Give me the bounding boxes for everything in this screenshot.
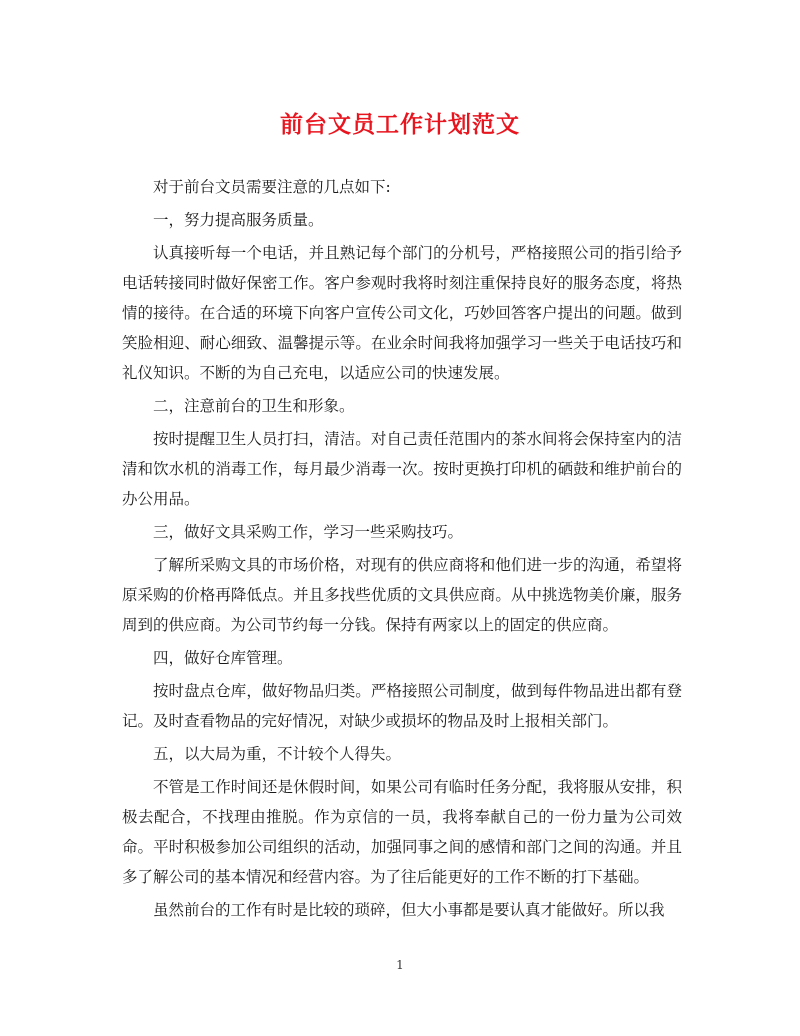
paragraph-item-1: 认真接听每一个电话，并且熟记每个部门的分机号，严格接照公司的指引给予电话转接同时做好保密工作。客户参观时我将时刻注重保持良好的服务态度，将热情的接待。在合适的环境下向客户宣传公司文化，巧妙回答客户提出的问题。做到笑脸相迎、耐心细致、温馨提示等。在业余时间我将加强学习一些关于电话技巧和礼仪知识。不断的为自己充电，以适应公司的快速发展。	[122, 244, 682, 382]
page-number: 1	[396, 958, 404, 972]
paragraph-item-2: 按时提醒卫生人员打扫，清洁。对自己责任范围内的茶水间将会保持室内的洁清和饮水机的消毒工作，每月最少消毒一次。按时更换打印机的硒鼓和维护前台的办公用品。	[122, 430, 682, 508]
heading-item-3: 三，做好文具采购工作，学习一些采购技巧。	[153, 523, 464, 541]
paragraph-item-3: 了解所采购文具的市场价格，对现有的供应商将和他们进一步的沟通，希望将原采购的价格再降低点。并且多找些优质的文具供应商。从中挑选物美价廉，服务周到的供应商。为公司节约每一分钱。保持有两家以上的固定的供应商。	[122, 556, 682, 634]
document-title: 前台文员工作计划范文	[280, 111, 520, 138]
heading-item-5: 五，以大局为重，不计较个人得失。	[153, 745, 402, 763]
paragraph-item-4: 按时盘点仓库，做好物品归类。严格接照公司制度，做到每件物品进出都有登记。及时查看物品的完好情况，对缺少或损坏的物品及时上报相关部门。	[122, 682, 682, 730]
paragraph-closing: 虽然前台的工作有时是比较的琐碎，但大小事都是要认真才能做好。所以我	[153, 901, 665, 919]
heading-item-2: 二，注意前台的卫生和形象。	[153, 397, 355, 415]
paragraph-intro: 对于前台文员需要注意的几点如下:	[153, 178, 391, 196]
heading-item-1: 一，努力提高服务质量。	[153, 211, 324, 229]
heading-item-4: 四，做好仓库管理。	[153, 649, 293, 667]
document-body	[122, 172, 682, 928]
paragraph-item-5: 不管是工作时间还是休假时间，如果公司有临时任务分配，我将服从安排，积极去配合，不找理由推脱。作为京信的一员，我将奉献自己的一份力量为公司效命。平时积极参加公司组织的活动，加强同事之间的感情和部门之间的沟通。并且多了解公司的基本情况和经营内容。为了往后能更好的工作不断的打下基础。	[122, 778, 682, 886]
